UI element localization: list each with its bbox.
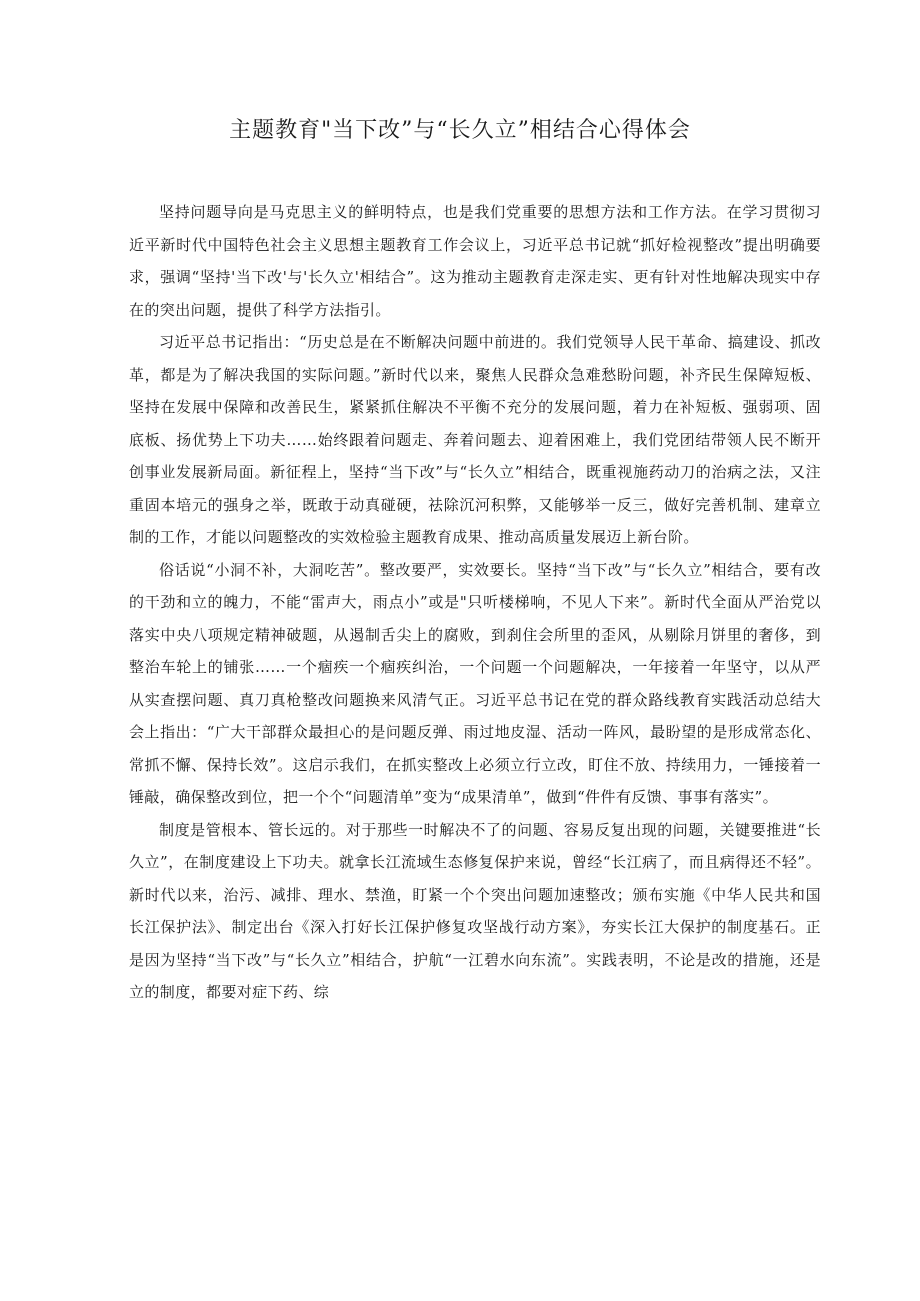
paragraph-4: 制度是管根本、管长远的。对于那些一时解决不了的问题、容易反复出现的问题，关键要推进“长久立”，在制度建设上下功夫。就拿长江流域生态修复保护来说，曾经“长江病了，而且病得还不轻”。新时代以来，治污、减排、理水、禁渔，盯紧一个个突出问题加速整改；颁布实施《中华人民共和国长江保护法》、制定出台《深入打好长江保护修复攻坚战行动方案》，夯实长江大保护的制度基石。正是因为坚持“当下改”与“长久立”相结合，护航“一江碧水向东流”。实践表明，不论是改的措施，还是立的制度，都要对症下药、综: [129, 820, 821, 1001]
paragraph-3: 俗话说“小洞不补，大洞吃苦”。整改要严，实效要长。坚持“当下改”与“长久立”相结合，要有改的干劲和立的魄力，不能“雷声大，雨点小”或是"只听楼梯响，不见人下来”。新时代全面从严治党以落实中央八项规定精神破题，从遏制舌尖上的腐败，到刹住会所里的歪风，从剔除月饼里的奢侈，到整治车轮上的铺张……一个痼疾一个痼疾纠治，一个问题一个问题解决，一年接着一年坚守，以从严从实查摆问题、真刀真枪整改问题换来风清气正。习近平总书记在党的群众路线教育实践活动总结大会上指出：“广大干部群众最担心的是问题反弹、雨过地皮湿、活动一阵风，最盼望的是形成常态化、常抓不懈、保持长效”。这启示我们，在抓实整改上必须立行立改，盯住不放、持续用力，一锤接着一锤敲，确保整改到位，把一个个“问题清单”变为“成果清单”，做到“件件有反馈、事事有落实”。: [129, 560, 821, 806]
paragraph-2: 习近平总书记指出：“历史总是在不断解决问题中前进的。我们党领导人民干革命、搞建设、抓改革，都是为了解决我国的实际问题。”新时代以来，聚焦人民群众急难愁盼问题，补齐民生保障短板、坚持在发展中保障和改善民生，紧紧抓住解决不平衡不充分的发展问题，着力在补短板、强弱项、固底板、扬优势上下功夫……始终跟着问题走、奔着问题去、迎着困难上，我们党团结带领人民不断开创事业发展新局面。新征程上，坚持“当下改”与“长久立”相结合，既重视施药动刀的治病之法，又注重固本培元的强身之举，既敢于动真碰硬，祛除沉河积弊，又能够举一反三，做好完善机制、建章立制的工作，才能以问题整改的实效检验主题教育成果、推动高质量发展迈上新台阶。: [129, 333, 821, 546]
document-title: 主题教育"当下改”与“长久立”相结合心得体会: [229, 118, 691, 143]
document-body: [129, 196, 821, 1009]
paragraph-1: 坚持问题导向是马克思主义的鲜明特点，也是我们党重要的思想方法和工作方法。在学习贯彻习近平新时代中国特色社会主义思想主题教育工作会议上，习近平总书记就“抓好检视整改”提出明确要求，强调“坚持'当下改'与'长久立'相结合”。这为推动主题教育走深走实、更有针对性地解决现实中存在的突出问题，提供了科学方法指引。: [129, 203, 821, 319]
